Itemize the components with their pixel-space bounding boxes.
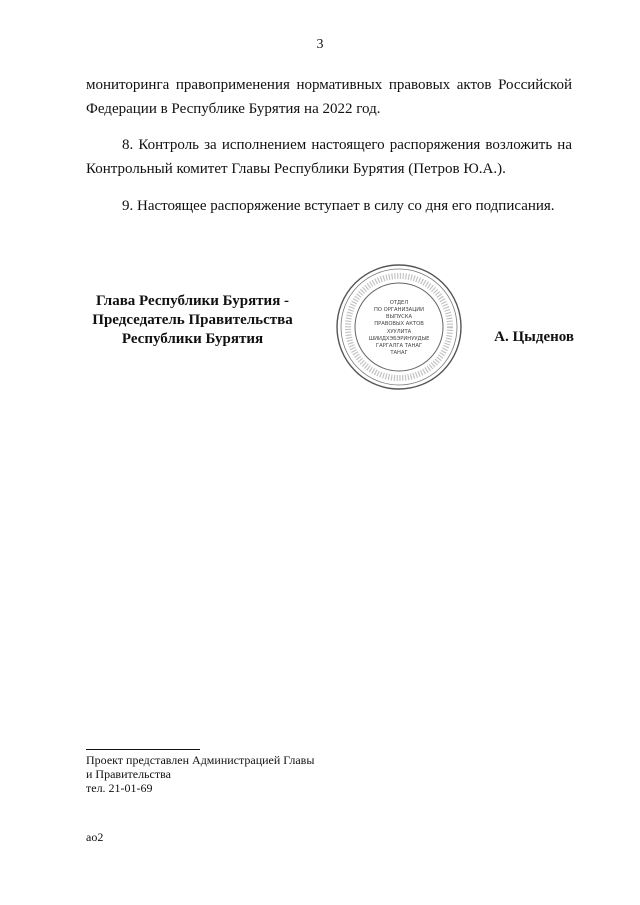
paragraph-line: 8. Контроль за исполнением настоящего распоряжения возложить на — [122, 137, 572, 153]
footnote-line: тел. 21-01-69 — [86, 781, 153, 795]
paragraph-continuation — [86, 73, 572, 121]
footnote — [86, 753, 314, 795]
official-seal-stamp — [334, 262, 464, 392]
paragraph-line: Контрольный комитет Главы Республики Бурятия (Петров Ю.А.). — [86, 161, 506, 177]
seal-text-line: ГАРГАЛГА ТАНАГ — [375, 343, 423, 349]
paragraph-line: Федерации в Республике Бурятия на 2022 год. — [86, 101, 381, 117]
seal-text-line: ПРАВОВЫХ АКТОВ — [374, 321, 424, 327]
seal-text-line: ТАНАГ — [390, 350, 408, 356]
paragraph-line: 9. Настоящее распоряжение вступает в силу со дня его подписания. — [122, 198, 555, 214]
page-number: 3 — [316, 37, 324, 52]
signatory-title-line: Глава Республики Бурятия - — [95, 293, 290, 309]
seal-text-line: ОТДЕЛ — [389, 300, 409, 306]
seal-text-line: ВЫПУСКА — [385, 314, 413, 320]
paragraph-item-9 — [86, 194, 572, 218]
paragraph-line: мониторинга правоприменения нормативных правовых актов Российской — [86, 77, 572, 93]
signatory-title — [70, 292, 315, 349]
footnote-line: и Правительства — [86, 767, 171, 781]
seal-text-line: ХУУЛИТА — [386, 329, 412, 335]
document-code: ао2 — [86, 830, 104, 844]
signatory-title-line: Председатель Правительства — [92, 312, 293, 328]
footnote-line: Проект представлен Администрацией Главы — [86, 753, 315, 767]
signatory-title-line: Республики Бурятия — [121, 331, 264, 347]
footnote-divider — [86, 749, 200, 750]
paragraph-item-8 — [86, 133, 572, 181]
seal-text-line: ПО ОРГАНИЗАЦИИ — [373, 307, 425, 313]
signatory-name: А. Цыденов — [494, 329, 574, 345]
seal-center-text — [369, 300, 430, 356]
seal-text-line: ШИИДХЭБЭРИНУУДЫЕ — [368, 336, 430, 342]
